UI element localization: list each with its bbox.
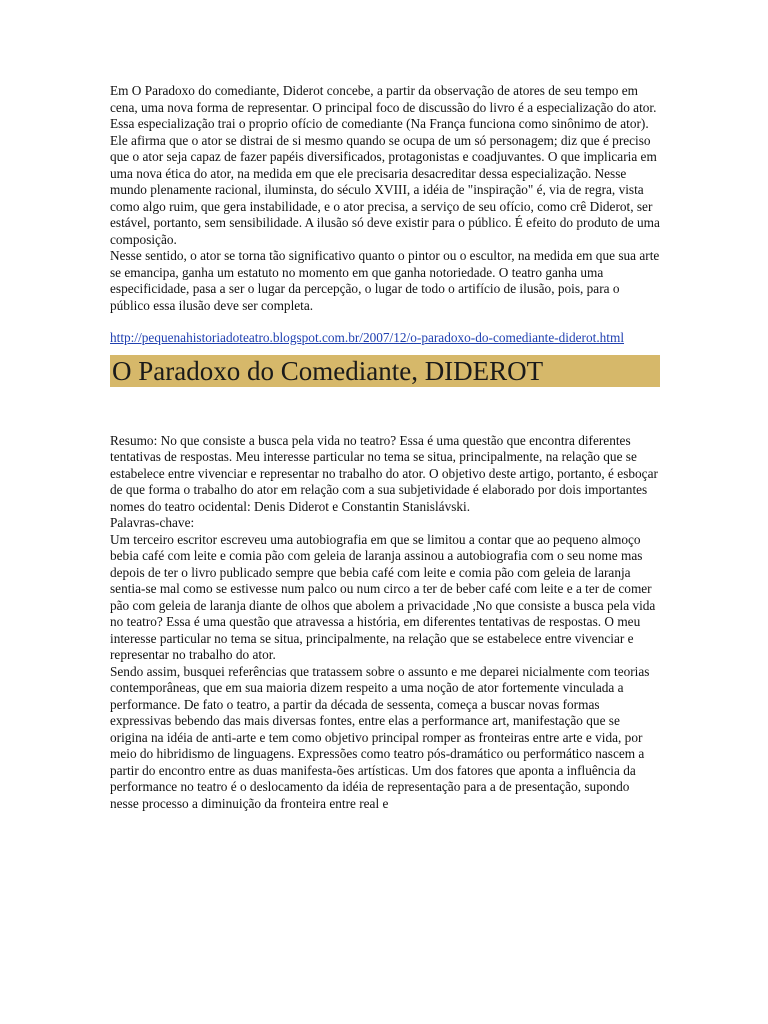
- spacer: [110, 314, 660, 330]
- section-heading: O Paradoxo do Comediante, DIDEROT: [110, 355, 660, 387]
- intro-paragraph-2: Nesse sentido, o ator se torna tão significativo quanto o pintor ou o escultor, na medida em que sua arte se emancipa, ganha um estatuto no momento em que ganha notoriedade. O teatro ganha uma especificidade, pasa a ser o lugar da percepção, o lugar de todo o artifício de ilusão, pois, para o público essa ilusão deve ser completa.: [110, 248, 660, 313]
- body-paragraph-3: Um terceiro escritor escreveu uma autobiografia em que se limitou a contar que ao pequeno almoço bebia café com leite e comia pão com geleia de laranja assinou a autobiografia com o seu nome mas depois de ter o livro publicado sempre que bebia café com leite e comia pão com geleia de laranja sentia-se mal como se estivesse num palco ou num circo a ter de beber café com leite e a ter de comer pão com geleia de laranja diante de olhos que abolem a privacidade ,No que consiste a busca pela vida no teatro? Essa é uma questão que atravessa a história, em diferentes tentativas de respostas. O meu interesse particular no tema se situa, principalmente, na relação que se estabelece entre vivenciar e representar no trabalho do ator.: [110, 531, 656, 662]
- intro-paragraph: Em O Paradoxo do comediante, Diderot concebe, a partir da observação de atores de seu tempo em cena, uma nova forma de representar. O principal foco de discussão do livro é a especialização do ator. Essa especialização trai o proprio ofício de comediante (Na França funciona como sinônimo de ator). Ele afirma que o ator se distrai de si mesmo quando se ocupa de um só personagem; diz que é preciso que o ator seja capaz de fazer papéis diversificados, protagonistas e coadjuvantes. O que implicaria em uma nova ética do ator, na medida em que ele precisaria desacreditar dessa especialização. Nesse mundo plenamente racional, iluminsta, do século XVIII, a idéia de "inspiração" é, via de regra, vista como algo ruim, que gera instabilidade, e o ator precisa, a serviço de seu ofício, como crê Diderot, ser estável, portanto, sem sensibilidade. A ilusão só deve existir para o público. É efeito do produto de uma composição.: [110, 83, 660, 247]
- body-paragraph-4: Sendo assim, busquei referências que tratassem sobre o assunto e me deparei nicialmente com teorias contemporâneas, que em sua maioria dizem respeito a uma noção de ator fortemente vinculada a performance. De fato o teatro, a partir da década de sessenta, começa a buscar novas formas expressivas bebendo das mais diversas fontes, entre elas a performance art, manifestação que se origina na idéia de anti-arte e tem como objetivo principal romper as fronteiras entre arte e vida, por meio do hibridismo de linguagens. Expressões como teatro pós-dramático ou performático nascem a partir do encontro entre as duas manifesta-ões artísticas. Um dos fatores que aponta a influência da performance no teatro é o deslocamento da idéia de representação para a de presentação, supondo nesse processo a diminuição da fronteira entre real e: [110, 663, 650, 811]
- document-page: [110, 83, 660, 812]
- spacer: [110, 387, 660, 433]
- source-link[interactable]: http://pequenahistoriadoteatro.blogspot.com.br/2007/12/o-paradoxo-do-comediante-diderot.html: [110, 330, 625, 345]
- palavras-chave-label: Palavras-chave:: [110, 515, 195, 530]
- resumo-paragraph: Resumo: No que consiste a busca pela vida no teatro? Essa é uma questão que encontra diferentes tentativas de respostas. Meu interesse particular no tema se situa, principalmente, na relação que se estabelece entre vivenciar e representar no trabalho do ator. O objetivo deste artigo, portanto, é esboçar de que forma o trabalho do ator em relação com a sua subjetividade é elaborado por dois importantes nomes do teatro ocidental: Denis Diderot e Constantin Stanislávski.: [110, 432, 658, 514]
